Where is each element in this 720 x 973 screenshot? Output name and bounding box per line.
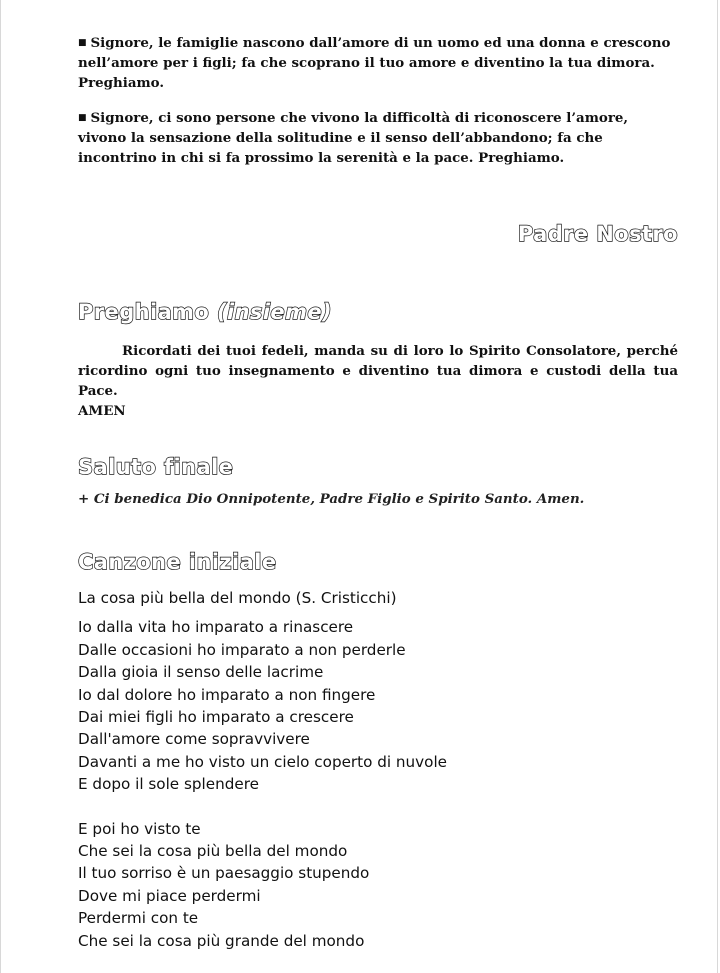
lyric-line: Io dalla vita ho imparato a rinascere [78,618,354,637]
padre-nostro-heading: Padre Nostro [517,222,678,246]
lyric-line: Dall'amore come sopravvivere [78,730,310,749]
song-title: La cosa più bella del mondo (S. Cristicchi) [78,589,397,607]
intention-2 [78,108,678,168]
lyric-line: Dalla gioia il senso delle lacrime [78,663,324,682]
preghiamo-text: Ricordati dei tuoi fedeli, manda su di loro lo Spirito Consolatore, perché ricordino ogni tuo insegnamento e diventino tua dimora e custodi della tua Pace. [78,343,678,399]
preghiamo-heading [78,300,332,324]
saluto-heading: Saluto finale [78,455,234,479]
lyric-line: Io dal dolore ho imparato a non fingere [78,685,376,704]
bullet-icon: ■ [78,113,87,123]
song-lyrics [78,587,678,952]
intention-1 [78,33,678,93]
preghiamo-prayer [78,341,678,421]
intention-2-text: Signore, ci sono persone che vivono la difficoltà di riconoscere l’amore, vivono la sensazione della solitudine e il senso dell’abbandono; fa che incontrino in chi si fa prossimo la serenità e la pace. Preghiamo. [78,110,629,166]
lyric-line: Dalle occasioni ho imparato a non perderle [78,640,406,659]
lyric-line: Il tuo sorriso è un paesaggio stupendo [78,864,370,883]
lyric-line: Che sei la cosa più bella del mondo [78,842,348,861]
intention-1-text: Signore, le famiglie nascono dall’amore di un uomo ed una donna e crescono nell’amore per i figli; fa che scoprano il tuo amore e diventino la tua dimora. Preghiamo. [78,35,671,91]
lyric-line: Davanti a me ho visto un cielo coperto di nuvole [78,752,448,771]
lyric-line: E dopo il sole splendere [78,775,259,794]
preghiamo-amen: AMEN [78,403,126,419]
lyric-line: Perdermi con te [78,909,199,928]
canzone-heading: Canzone iniziale [78,550,277,574]
lyric-line: E poi ho visto te [78,819,201,838]
lyric-line: Che sei la cosa più grande del mondo [78,931,365,950]
bullet-icon: ■ [78,38,87,48]
saluto-blessing: + Ci benedica Dio Onnipotente, Padre Figlio e Spirito Santo. Amen. [78,491,585,507]
lyric-line: Dove mi piace perdermi [78,886,261,905]
preghiamo-subtitle: (insieme) [216,300,332,324]
lyric-line: Dai miei figli ho imparato a crescere [78,708,354,727]
preghiamo-title: Preghiamo [78,300,210,324]
